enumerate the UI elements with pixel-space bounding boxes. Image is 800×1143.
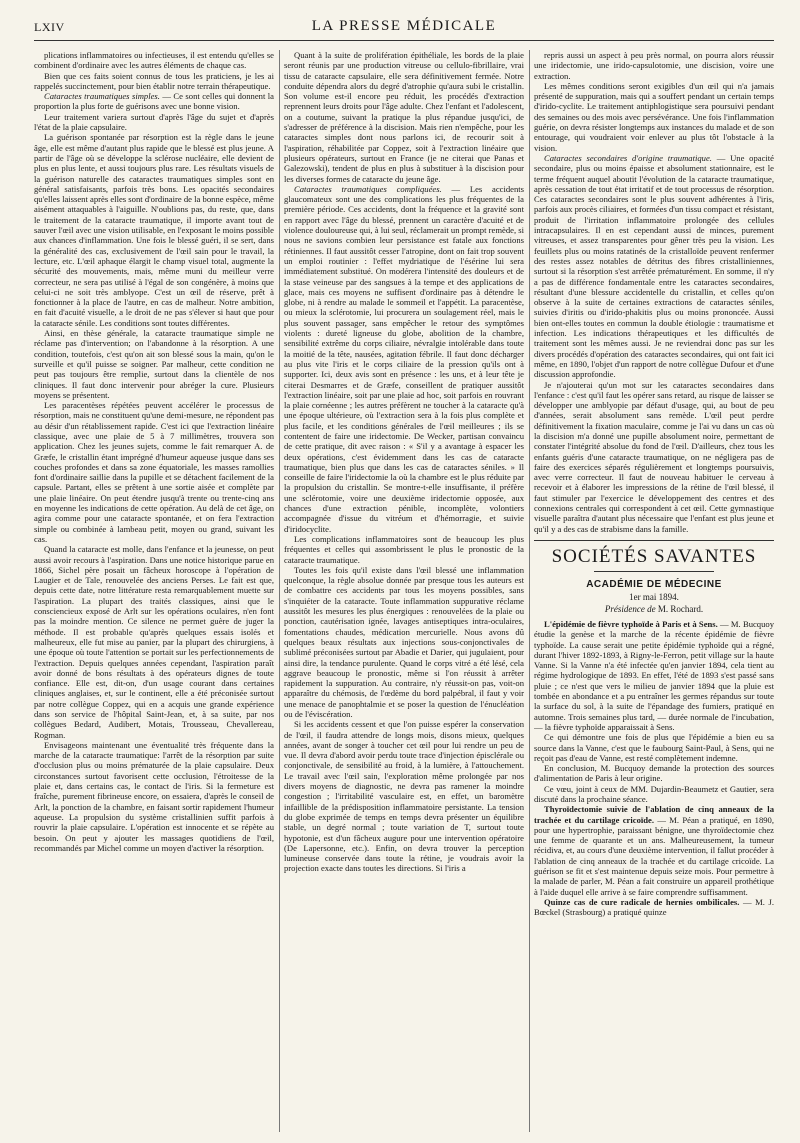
report-paragraph	[534, 804, 774, 897]
report-paragraph	[534, 732, 774, 763]
section-text: — Une opacité secondaire, plus ou moins épaisse et absolument stationnaire, est le terme fréquent auquel aboutit l'évolution de la cataracte traumatique, après cessation de tout état irritatif et de tout processus de résorption. Ces cataractes secondaires sont le plus souvent adhérentes à l'iris, parfois aux procès ciliaires, et formées d'un tissu compact et résistant, produit de l'irritation inflammatoire prolongée des cellules intracapsulaires. Il en est cependant aussi de minces, purement vitreuses, et assez transparentes pour gêner très peu la vision. Les feuillets plus ou moins ratatinés de la cristalloïde peuvent renfermer des restes assez notables de détritus des fibres cristalliniennes, surtout si la résorption s'est arrêtée prématurément. En somme, il n'y a pas de différence fondamentale entre les cataractes secondaires, résultant d'une blessure accidentelle du cristallin, et celles qu'on observe à la suite de certaines extractions de cataractes séniles, suivies d'iritis ou d'irido-phakitis plus ou moins prononcée. Aussi bien ont-elles toutes en commun la double étiologie : traumatisme et infection. Les indications thérapeutiques et les difficultés de traitement sont les mêmes aussi. Je ne reviendrai donc pas sur les divers procédés d'opération des cataractes secondaires, qui ont fait ici même, en 1890, l'objet d'un rapport de notre collègue Dufour et d'une discussion approfondie.	[534, 152, 774, 380]
section-heading: Cataractes secondaires d'origine traumatique.	[544, 152, 712, 163]
paragraph: Je n'ajouterai qu'un mot sur les cataractes secondaires dans l'enfance : c'est qu'il faut les opérer sans retard, au risque de laisser se développer une amblyopie par défaut d'usage, qui, au bout de peu d'années, serait absolument sans remède. L'œil peut perdre définitivement la fixation maculaire, comme je l'ai vu dans un cas où la discision m'a donné une pupille absolument noire, permettant de constater l'intégrité absolue du fond de l'œil. D'ailleurs, chez tous les enfants guéris d'une cataracte traumatique, on ne négligera pas de faire des exercices séparés régulièrement et longtemps poursuivis, avec verre correcteur. Il faut de nouveau habituer le cerveau à recevoir et à élaborer les impressions de la rétine de l'œil blessé, il faut stimuler par l'exercice le développement des centres et des connexions centrales qui correspondent à cet œil. Cette gymnastique visuelle paraîtra d'autant plus nécessaire que l'enfant est plus jeune et qu'il y a des cas de strabisme dans la famille.	[534, 379, 774, 534]
column-3	[534, 50, 774, 1132]
page-header	[34, 18, 774, 41]
report-text: Ce qui démontre une fois de plus que l'épidémie a bien eu sa source dans la Vanne, c'est que le faubourg Saint-Paul, à Sens, qui ne reçoit pas d'eau de Vanne, est resté complètement indemne.	[534, 732, 774, 763]
column-1	[34, 50, 274, 1132]
paragraph: Toutes les fois qu'il existe dans l'œil blessé une inflammation quelconque, la règle absolue donnée par presque tous les auteurs est de combattre ces accidents par tous les moyens possibles, sans s'inquiéter de la cataracte. Toute inflammation suppurative réclame aussitôt les mesures les plus énergiques : renouvelées de la plaie ou ponction, cautérisation ignée, lavages antiseptiques intra-oculaires, fomentations chaudes, médication mercurielle. Nous avons dû quelques beaux résultats aux injections sous-conjonctivales de sublimé préconisées surtout par Abadie et Darier, qui jugulaient, pour ainsi dire, la tendance purulente. Quand le corps vitré a été lésé, cela aggrave beaucoup le pronostic, même si l'on réussit à arrêter rapidement la suppuration. Au contraire, n'y réussit-on pas, voit-on apparaître du chémosis, de l'œdème du bord palpébral, il faut y voir une menace de panophtalmie et se poser la question de l'énucléation ou de l'éviscération.	[284, 564, 524, 719]
paragraph: Envisageons maintenant une éventualité très fréquente dans la marche de la cataracte traumatique: l'arrêt de la résorption par suite d'occlusion plus ou moins prématurée de la plaie capsulaire. Deux circonstances surtout favorisent cette occlusion, l'étroitesse de la plaie et, dans certains cas, le contact de l'iris. Si la fermeture est fraîche, purement fibrineuse encore, on essaiera, d'après le conseil de Arlt, la ponction de la chambre, en faisant sortir rapidement l'humeur aqueuse. La propulsion du système cristallinien suffit parfois à rouvrir la plaie capsulaire. L'opération est innocente et se répète au besoin. On peut y ajouter les massages quotidiens de l'œil, recommandés par Michel comme un moyen d'activer la résorption.	[34, 739, 274, 853]
president-name: M. Rochard.	[657, 603, 704, 614]
column-rule-2	[529, 50, 530, 1132]
presidence-line	[534, 603, 774, 616]
report-paragraph	[534, 897, 774, 918]
report-text: — M. J. Bœckel (Strasbourg) a pratiqué quinze	[534, 896, 774, 918]
section-divider	[594, 571, 714, 572]
report-paragraph	[534, 619, 774, 732]
section-heading: Cataractes traumatiques compliquées.	[294, 183, 442, 194]
paragraph: Si les accidents cessent et que l'on puisse espérer la conservation de l'œil, il faudra attendre de longs mois, disons mieux, quelques années, avant de songer à toucher cet œil pour lui rendre un peu de vue. Il devra d'abord avoir perdu toute trace d'injection épisclérale ou conjonctivale, de sensibilité au froid, à la lumière, à l'attouchement. Le travail avec l'œil sain, l'exploration même prolongée par nos divers moyens de diagnostic, ne devra pas ramener la moindre congestion ; l'irritabilité vasculaire est, en effet, un baromètre infaillible de la prédisposition inflammatoire persistante. La tension du globe exprimée de temps en temps devra présenter un équilibre stable, un degré normal ; toute variation de T, surtout toute hypotonie, est d'un fâcheux augure pour une intervention opératoire (De Lapersonne, etc.). Enfin, on devra trouver la perception lumineuse conservée dans toute la rétine, je voudrais avoir la projection exacte dans toutes les directions. Si l'iris a	[284, 719, 524, 874]
page-number: LXIV	[34, 20, 65, 34]
report-paragraph	[534, 784, 774, 805]
report-text: — M. Bucquoy étudie la genèse et la marche de la récente épidémie de fièvre typhoïde. La cause serait une petite épidémie typhoïde qui a régné, durant l'hiver 1892-1893, à Rigny-le-Ferron, petit village sur la haute Vanne. Si la Vanne n'a été infectée qu'en janvier 1894, cela tient au régime hydrologique de 1893. En effet, l'été de 1893 s'est passé sans pluie ; ce n'est que vers le milieu de janvier 1894 que la pluie est tombée en abondance et a pu entraîner les germes répandus sur toute la surface du sol, à la suite de l'épandage des fumiers, pratiqué en automne. Trois semaines plus tard, — durée normale de l'incubation, — la fièvre typhoïde apparaissait à Sens.	[534, 618, 774, 732]
section-text: — Les accidents glaucomateux sont une des complications les plus fréquentes de la première période. Ces accidents, dont la fréquence et la gravité sont en rapport avec l'âge du blessé, prennent un caractère d'acuité et de violence douloureuse qui, à lui seul, réclamerait un prompt remède, si nous ne savions combien leur persistance est fatale aux fonctions rétiniennes. Il faut aussitôt cesser l'atropine, dont on fait trop souvent un emploi routinier : l'effet mydriatique de l'ésérine lui sera immédiatement substitué. On modérera l'intensité des douleurs et de la stase veineuse par des sangsues à la tempe et des applications de glace, mais ces moyens ne suffisent d'ordinaire pas à détendre le globe, ni à rendre au malade le sommeil et l'appétit. La paracentèse, ou mieux la sclérotomie, lui procurera un soulagement réel, mais le plus souvent passager, sans empêcher le retour des symptômes violents : dureté ligneuse du globe, abolition de la chambre, sensibilité extrême du corps ciliaire, névralgie intolérable dans toute la moitié de la tête, nausées, agitation fébrile. Il faut donc décharger au plus vite l'iris et le corps ciliaire de la pression qu'ils ont à supporter. Ici, deux avis sont en présence : les uns, et à leur tête je citerai Desmarres et de Græfe, conseillent de pratiquer aussitôt l'extraction linéaire, soit par une plaie ad hoc, soit parfois en rouvrant la plaie cornéenne ; les autres préfèrent ne toucher à la cataracte qu'à une époque ultérieure, où l'extraction sera à la fois plus complète et plus facile, et les conditions générales de l'œil meilleures ; ils se contentent de faire une iridectomie. De Wecker, partisan convaincu de cette pratique, dit avec raison : « S'il y a avantage à espacer les deux opérations, c'est évidemment dans les cas de cataracte traumatique, bien plus que dans les cas de cataractes séniles. » Il conseille de faire l'iridectomie la où la chambre est le plus réduite par la propulsion du cristallin. Se montre-t-elle insuffisante, il préfère une sclérotomie, voire une deuxième iridectomie opposée, aux chances d'une extraction pénible, incomplète, volontiers accompagnée d'issue du vitréum et d'hémorragie, et suivie d'iridocyclite.	[284, 183, 524, 534]
report-title: L'épidémie de fièvre typhoïde à Paris et à Sens.	[544, 618, 718, 629]
report-text: En conclusion, M. Bucquoy demande la protection des sources d'alimentation de Paris à leur origine.	[534, 763, 774, 784]
report-text: Ce vœu, joint à ceux de MM. Dujardin-Beaumetz et Gautier, sera discuté dans la prochaine séance.	[534, 783, 774, 804]
academy-heading: ACADÉMIE DE MÉDECINE	[586, 578, 722, 590]
paragraph: Ainsi, en thèse générale, la cataracte traumatique simple ne réclame pas d'intervention; on l'abandonne à la résorption. A une condition, toutefois, c'est qu'on ait son blessé sous la main, qu'on le surveille et qu'il puisse se soigner. Par malheur, cette condition ne peut pas toujours être remplie, surtout dans la clientèle de nos cliniques. Il faut donc intervenir pour abréger la cure. Plusieurs moyens se présentent.	[34, 328, 274, 400]
paragraph: La guérison spontanée par résorption est la règle dans le jeune âge, elle est même d'autant plus rapide que le blessé est plus jeune. A partir de l'âge où se développe la sclérose nucléaire, elle devient de plus en plus lente, et aussi toujours plus rare. Les résultats visuels de la guérison naturelle des cataractes traumatiques simples sont en général satisfaisants, parfois très bons. Les opacités secondaires qu'elles laissent après elles sont d'ordinaire de la bonne espèce, même aisément attaquables à l'aiguille. N'oublions pas, du reste, que, dans le traitement de la cataracte traumatique, il importe avant tout de sauver l'œil avec une vision utilisable, en l'exposant le moins possible aux chances d'inflammation. Une fois le blessé guéri, il se sert, dans la généralité des cas, exclusivement de l'œil sain pour le travail, la lecture, etc. L'œil aphaque élargit le champ visuel total, augmente la sécurité des mouvements, mais, même muni du meilleur verre correcteur, ne sera pas utilisé à l'égal de son congénère, à moins que celui-ci ne soit très amblyope. C'est un œil de réserve, prêt à fonctionner à la place de l'autre, en cas de malheur. Notre ambition, en fait d'acuité visuelle, a le droit de ne pas s'élever si haut que pour la cataracte sénile. Les conditions sont toutes différentes.	[34, 132, 274, 328]
report-title: Quinze cas de cure radicale de hernies ombilicales.	[544, 896, 740, 907]
paragraph: Les complications inflammatoires sont de beaucoup les plus fréquentes et celles qui assombrissent le plus le pronostic de la cataracte traumatique.	[284, 533, 524, 565]
session-date: 1er mai 1894.	[629, 591, 679, 602]
report-text: — M. Péan a pratiqué, en 1890, pour une hypertrophie, paraissant bénigne, une thyroïdectomie chez une femme de quarante et un ans. Malheureusement, la tumeur récidiva, et, au cours d'une deuxième intervention, il fallut procéder à l'ablation de cinq anneaux de la trachée et du cartilage cricoïde. La guérison se fit et s'est maintenue depuis seize mois. Pour permettre à la malade de parler, M. Péan a fait construire un appareil prothétique à l'aide duquel elle arrive à se faire comprendre suffisamment.	[534, 814, 774, 897]
paragraph: Leur traitement variera surtout d'après l'âge du sujet et d'après l'état de la plaie capsulaire.	[34, 111, 274, 133]
paragraph: Les paracentèses répétées peuvent accélérer le processus de résorption, mais ne constituent qu'une demi-mesure, ne répondent pas au désir d'un rétablissement rapide. C'est ici que l'extraction linéaire classique, avec une plaie de 5 à 7 millimètres, trouvera son application. Chez les jeunes sujets, comme le fait remarquer A. de Græfe, le cristallin étant imprégné d'humeur aqueuse jusque dans ses couches profondes et dans sa zone équatoriale, les masses ramollies font d'ordinaire saillie dans la pupille et se détachent facilement de la capsule. Partant, elles se prêtent à une sortie aisée et complète par une plaie linéaire. On peut étendre jusqu'à trente ou trente-cinq ans en moyenne les indications de cette opération. Au delà de cet âge, on agira comme pour une cataracte spontanée, et on fera l'extraction simple ou combinée à lambeau petit, moyen ou grand, suivant les cas.	[34, 400, 274, 544]
paragraph: repris aussi un aspect à peu près normal, on pourra alors réussir une iridectomie, une irido-capsulotomie, une discision, voire une extraction.	[534, 50, 774, 81]
section-text: — Ce sont celles qui donnent la proportion la plus forte de guérisons avec une bonne vision.	[34, 91, 274, 112]
report-paragraph	[534, 763, 774, 784]
paragraph: Quand la cataracte est molle, dans l'enfance et la jeunesse, on peut aussi avoir recours à l'aspiration. Dans une notice historique parue en 1866, Sichel père posait un fâcheux horoscope à l'opération de Laugier et de Tale, renouvelée des anciens Perses. Le fait est que, depuis cette date, notre littérature resta remarquablement muette sur l'aspiration. La plupart des traités classiques, ainsi que le consciencieux exposé de Arlt sur les opérations oculaires, n'en font pas la moindre mention. Ce silence ne permet guère de juger la méthode. Il est probable qu'après quelques essais isolés et malheureux, elle fut mise au panier, par la plupart des chirurgiens, à une époque où toute l'attention se portait sur les perfectionnements de l'extraction. Depuis quelques années cependant, l'aspiration paraît avoir donné de bons résultats à des opérateurs dignes de toute confiance. Elle est, dit-on, d'un usage courant dans certaines cliniques anglaises, et, sur le continent, elle a été préconisée surtout par notre collègue Coppez, qui en a acquis une grande expérience dans son service de l'hôpital Saint-Jean, et, à sa suite, par nos collègues Bedard, Audibert, Motais, Trousseau, Chevallereau, Rogman.	[34, 544, 274, 740]
section-heading: Cataractes traumatiques simples.	[44, 91, 160, 102]
section-divider	[534, 540, 774, 541]
section-paragraph	[534, 153, 774, 380]
report-title: Thyroïdectomie suivie de l'ablation de cinq anneaux de la trachée et du cartilage cricoïde.	[534, 804, 774, 825]
journal-title: LA PRESSE MÉDICALE	[311, 18, 497, 34]
societes-title: SOCIÉTÉS SAVANTES	[551, 545, 757, 567]
paragraph: plications inflammatoires ou infectieuses, il est entendu qu'elles se combinent d'ordinaire avec les autres éléments de chaque cas.	[34, 50, 274, 71]
column-2	[284, 50, 524, 1132]
section-paragraph	[34, 91, 274, 112]
column-rule-1	[279, 50, 280, 1132]
paragraph: Quant à la suite de prolifération épithéliale, les bords de la plaie seront réunis par une production vitreuse ou cellulo-fibrillaire, vrai tissu de cataracte capsulaire, elle sera définitivement fermée. Notre conduite dépendra alors du degré d'atrophie qu'aura subi le cristallin. Son volume est-il encore peu réduit, les procédés d'extraction reprennent leurs droits pour l'âge adulte. Chez l'enfant et l'adolescent, on a coutume, suivant la pratique la plus répandue jusqu'ici, de s'adresser de préférence à la discision. Mais rien n'empêche, pour les cataractes simples dont nous parlons ici, de recourir soit à l'aspiration, réhabilitée par Coppez, soit à l'extraction linéaire que plusieurs opérateurs, surtout en France (je ne citerai que Panas et Galezowski), tendent de plus en plus à substituer à la discision pour les diverses formes de cataracte du jeune âge.	[284, 50, 524, 184]
paragraph: Bien que ces faits soient connus de tous les praticiens, je les ai rappelés succinctement, pour bien établir notre terrain thérapeutique.	[34, 70, 274, 91]
presidence-label: Présidence de	[604, 603, 656, 614]
paragraph: Les mêmes conditions seront exigibles d'un œil qui n'a jamais présenté de suppuration, mais qui a souffert pendant un certain temps d'irido-cyclite. Le traitement antiphlogistique sera poursuivi pendant des semaines ou des mois avec persévérance. Une fois l'inflammation guérie, on devra résister longtemps aux instances du malade et de son entourage, qui voudraient voir enlever au plus tôt l'obstacle à la vision.	[534, 80, 774, 153]
section-paragraph	[284, 184, 524, 534]
